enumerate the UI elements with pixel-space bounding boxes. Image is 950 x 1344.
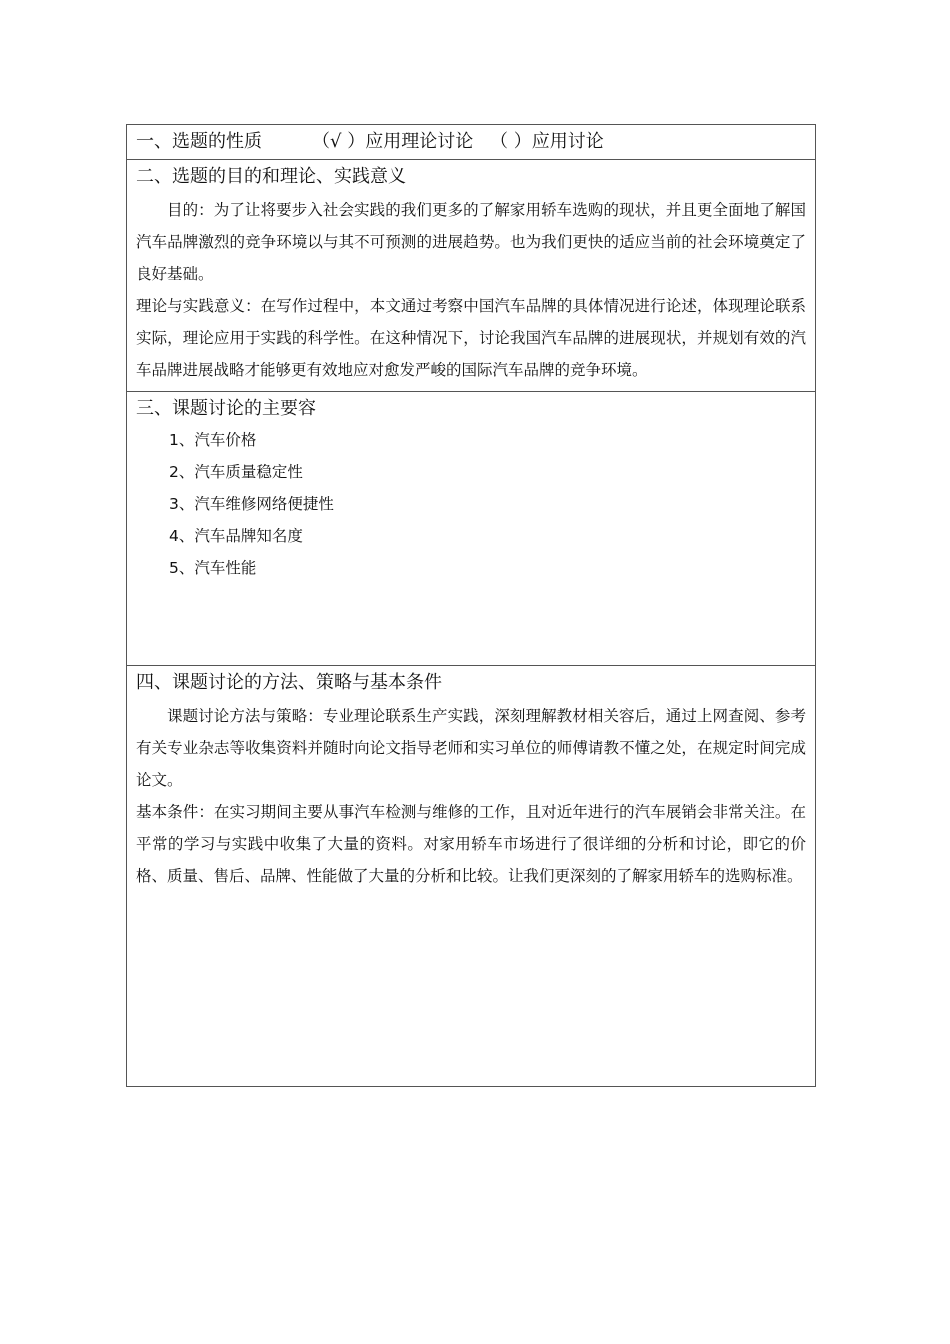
section-title-main-content: 三、课题讨论的主要容	[136, 398, 316, 419]
list-item: 2、汽车质量稳定性	[169, 463, 303, 481]
list-item: 5、汽车性能	[169, 559, 257, 577]
section-title-methods: 四、课题讨论的方法、策略与基本条件	[136, 672, 442, 693]
list-item: 3、汽车维修网络便捷性	[169, 495, 334, 513]
significance-paragraph: 理论与实践意义：在写作过程中，本文通过考察中国汽车品牌的具体情况进行论述，体现理论联系实际，理论应用于实践的科学性。在这种情况下，讨论我国汽车品牌的进展现状，并规划有效的汽车品牌进展战略才能够更有效地应对愈发严峻的国际汽车品牌的竞争环境。	[136, 297, 806, 379]
section-main-content	[127, 391, 815, 665]
section-topic-nature	[127, 125, 815, 159]
topic-nature-line	[136, 129, 806, 155]
list-item: 4、汽车品牌知名度	[169, 527, 303, 545]
purpose-paragraph: 目的：为了让将要步入社会实践的我们更多的了解家用轿车选购的现状，并且更全面地了解国汽车品牌激烈的竞争环境以与其不可预测的进展趋势。也为我们更快的适应当前的社会环境奠定了良好基础。	[136, 201, 806, 283]
methods-paragraph: 课题讨论方法与策略：专业理论联系生产实践，深刻理解教材相关容后，通过上网查阅、参考有关专业杂志等收集资料并随时向论文指导老师和实习单位的师傅请教不懂之处，在规定时间完成论文。	[136, 707, 806, 789]
list-item: 1、汽车价格	[169, 431, 257, 449]
content-list	[136, 424, 806, 584]
section-methods-conditions	[127, 665, 815, 1086]
conditions-paragraph: 基本条件：在实习期间主要从事汽车检测与维修的工作，且对近年进行的汽车展销会非常关注。在平常的学习与实践中收集了大量的资料。对家用轿车市场进行了很详细的分析和讨论，即它的价格、质量、售后、品牌、性能做了大量的分析和比较。让我们更深刻的了解家用轿车的选购标准。	[136, 803, 806, 885]
proposal-form-table	[126, 124, 816, 1087]
section-title-purpose: 二、选题的目的和理论、实践意义	[136, 166, 406, 187]
topic-nature-label: 一、选题的性质	[136, 131, 262, 152]
option-applied-theory-checked: （√ ）应用理论讨论	[312, 131, 474, 152]
section-purpose-significance	[127, 159, 815, 391]
option-applied-research: （ ）应用讨论	[490, 131, 604, 152]
